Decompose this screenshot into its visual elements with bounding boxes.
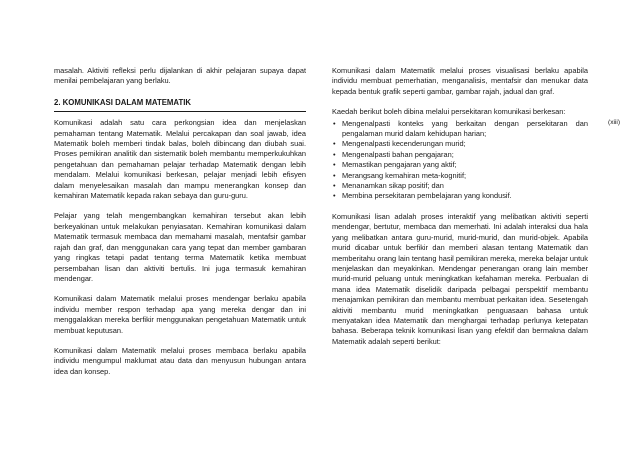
left-column: [54, 66, 306, 377]
list-item: • Mengenalpasti kecenderungan murid;: [332, 139, 588, 149]
methods-list: [332, 119, 588, 202]
list-item: • Menanamkan sikap positif; dan: [332, 181, 588, 191]
list-intro: Kaedah berikut boleh dibina melalui persekitaran komunikasi berkesan:: [332, 107, 566, 117]
left-paragraph-2: Pelajar yang telah mengembangkan kemahiran tersebut akan lebih berkeyakinan untuk melakukan penyiasatan. Kemahiran komunikasi dalam Matematik termasuk membaca dan memahami masalah, mentafsir gambar rajah dan graf, dan menggunakan cara yang tepat dan member gambaran yang ringkas tetapi padat tentang terma Matematik ketika membuat persembahan lisan dan aktiviti bertulis. Ini juga termasuk kemahiran mendengar.: [54, 211, 306, 283]
section-heading: 2. KOMUNIKASI DALAM MATEMATIK: [54, 98, 306, 112]
list-item: • Membina persekitaran pembelajaran yang kondusif.: [332, 191, 588, 201]
list-item: • Mengenalpasti konteks yang berkaitan dengan persekitaran dan pengalaman murid dalam kehidupan harian;: [332, 119, 588, 140]
right-closing-paragraph: Komunikasi lisan adalah proses interaktif yang melibatkan aktiviti seperti mendengar, bertutur, membaca dan memerhati. Ini adalah interaksi dua hala yang melibatkan antara guru-murid, murid-murid, dan murid-objek. Apabila murid dicabar untuk berfikir dan memberi alasan tentang Matematik dan memberitahu orang lain tentang hasil pemikiran mereka, mereka belajar untuk menjelaskan dan meyakinkan. Mendengar penerangan orang lain member murid-murid peluang untuk meningkatkan kefahaman mereka. Perbualan di mana idea Matematik diselidik daripada pelbagai perspektif membantu menajamkan pemikiran dan membantu membuat perkaitan idea. Sesetengah aktiviti membantu murid meningkatkan penguasaan bahasa untuk menyatakan idea Matematik dan menghargai terhadap perlunya ketepatan bahasa. Beberapa teknik komunikasi lisan yang efektif dan bermakna dalam Matematik adalah seperti berikut:: [332, 211, 588, 346]
list-item: • Memastikan pengajaran yang aktif;: [332, 160, 588, 170]
left-intro-paragraph: masalah. Aktiviti refleksi perlu dijalankan di akhir pelajaran supaya dapat menilai pembelajaran yang berlaku.: [54, 66, 306, 86]
left-paragraph-3: Komunikasi dalam Matematik melalui proses mendengar berlaku apabila individu member respon terhadap apa yang mereka dengar dan ini menggalakkan mereka berfikir menggunakan pengetahuan Matematik untuk membuat keputusan.: [54, 294, 306, 335]
right-column: [332, 66, 588, 347]
right-intro-paragraph: Komunikasi dalam Matematik melalui proses visualisasi berlaku apabila individu membuat pemerhatian, menganalisis, mentafsir dan menukar data kepada bentuk grafik seperti gambar, gambar rajah, jadual dan graf.: [332, 66, 588, 96]
page-number: (xiii): [608, 119, 621, 126]
list-item: • Mengenalpasti bahan pengajaran;: [332, 150, 588, 160]
list-item: • Merangsang kemahiran meta-kognitif;: [332, 171, 588, 181]
left-paragraph-1: Komunikasi adalah satu cara perkongsian idea dan menjelaskan pemahaman tentang Matematik. Melalui percakapan dan soal jawab, idea Matematik boleh memberi tindak balas, boleh dibincang dan diubah suai. Proses pemikiran analitik dan sistematik boleh membantu memperkukuhkan pengetahuan dan pemahaman pelajar terhadap Matematik dengan lebih mendalam. Melalui komunikasi berkesan, pelajar menjadi lebih efisyen dalam menyelesaikan masalah dan mampu menerangkan konsep dan kemahiran Matematik kepada rakan sebaya dan guru-guru.: [54, 118, 306, 201]
left-paragraph-4: Komunikasi dalam Matematik melalui proses membaca berlaku apabila individu mengumpul maklumat atau data dan menyusun hubungan antara idea dan konsep.: [54, 345, 306, 376]
